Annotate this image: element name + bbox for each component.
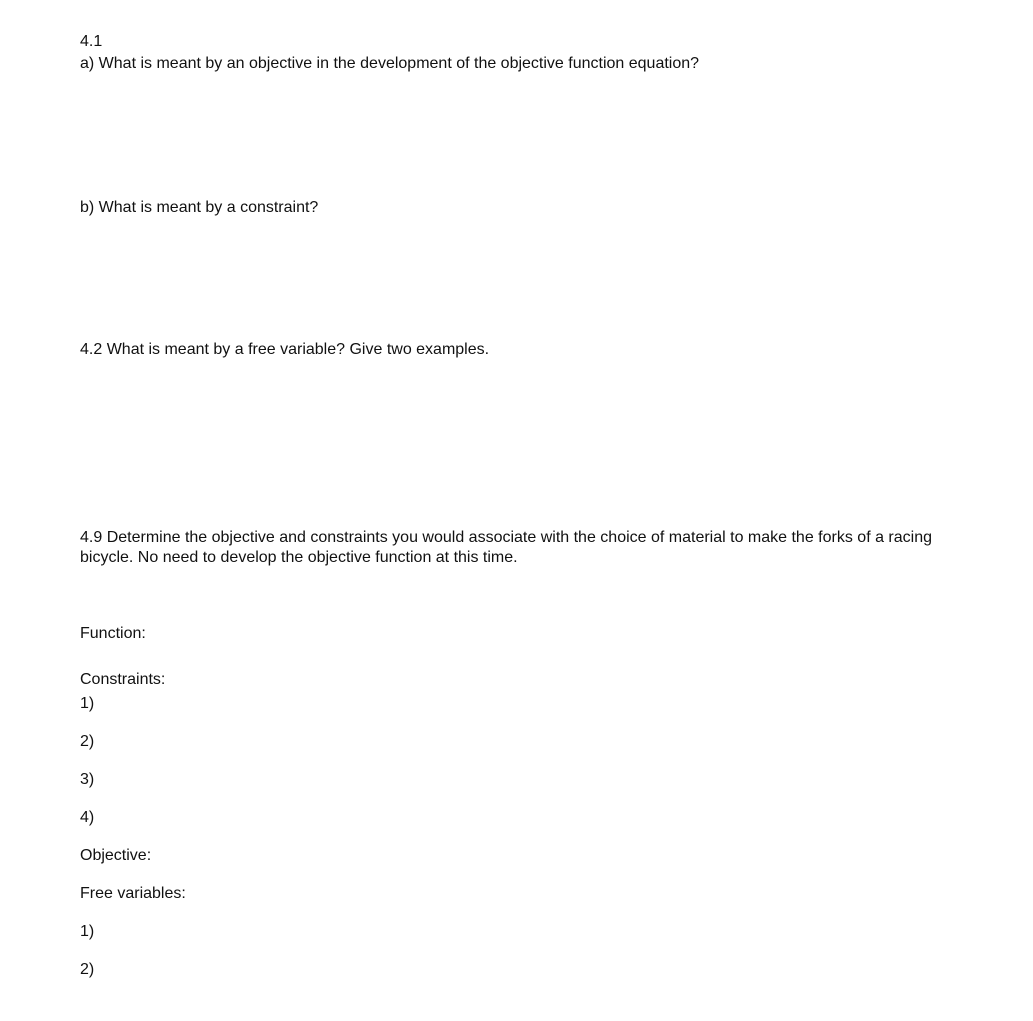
- constraint-item-2: 2): [80, 733, 95, 750]
- question-number-4-1: 4.1: [80, 33, 103, 50]
- question-4-1-part-b: b) What is meant by a constraint?: [80, 199, 319, 216]
- question-4-1-part-a: a) What is meant by an objective in the development of the objective function equation?: [80, 55, 700, 72]
- free-variable-item-2: 2): [80, 961, 95, 978]
- constraint-item-4: 4): [80, 809, 95, 826]
- function-label: Function:: [80, 625, 146, 642]
- question-4-2: 4.2 What is meant by a free variable? Give two examples.: [80, 341, 490, 358]
- free-variable-item-1: 1): [80, 923, 95, 940]
- free-variables-label: Free variables:: [80, 885, 186, 902]
- constraint-item-1: 1): [80, 695, 95, 712]
- objective-label: Objective:: [80, 847, 152, 864]
- constraint-item-3: 3): [80, 771, 95, 788]
- question-4-9: 4.9 Determine the objective and constraints you would associate with the choice of material to make the forks of a racing bicycle. No need to develop the objective function at this time.: [80, 529, 932, 566]
- constraints-label: Constraints:: [80, 671, 166, 688]
